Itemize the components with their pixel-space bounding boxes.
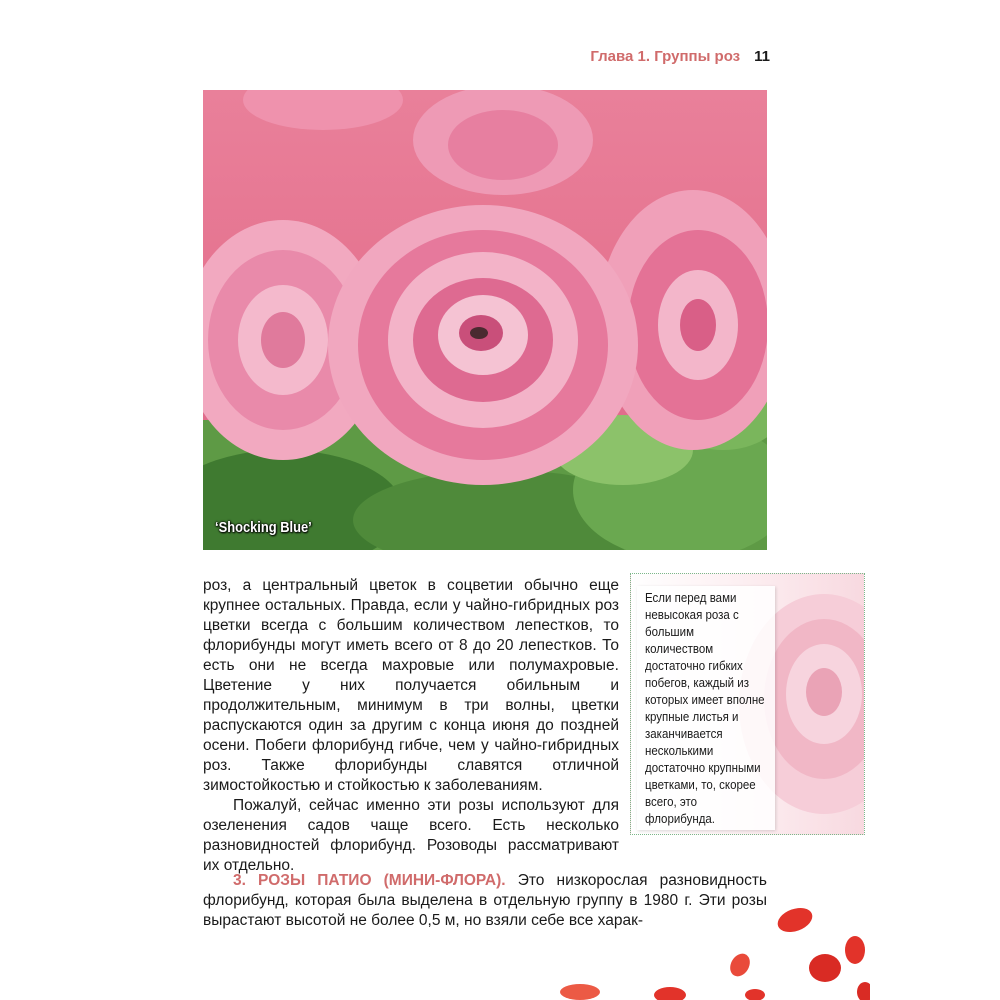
rose-photo-illustration xyxy=(203,90,767,550)
paragraph: роз, а центральный цветок в соцветии обычно еще крупнее остальных. Правда, если у чайно-гибридных роз цветки всегда с большим количеством лепестков, то флорибунды могут иметь всего от 8 до 20 лепестков. То есть они не всегда махровые или полумахровые. Цветение у них получается обильным и продолжительным, минимум в три волны, цветки распускаются один за другим с конца июня до поздней осени. Побеги флорибунд гибче, чем у чайно-гибридных роз. Также флорибунды славятся отличной зимостойкостью и стойкостью к заболеваниям. xyxy=(203,577,619,794)
sidebar-text: Если перед вами невысокая роза с большим количеством достаточно гибких побегов, каждый из которых имеет вполне крупные листья и заканчивается несколькими достаточно крупными цветками, то, скорее всего, это флорибунда. xyxy=(645,591,765,826)
page-number: 11 xyxy=(754,47,770,65)
section-title: 3. РОЗЫ ПАТИО (МИНИ-ФЛОРА). xyxy=(233,872,506,889)
rose-petals-decoration xyxy=(540,900,870,1000)
main-text-column xyxy=(203,576,619,876)
paragraph: Пожалуй, сейчас именно эти розы используют для озеленения садов чаще всего. Есть несколько разновидностей флорибунд. Розоводы рассматривают их отдельно. xyxy=(203,797,619,874)
page-header xyxy=(560,44,770,68)
photo-caption: ‘Shocking Blue’ xyxy=(215,519,312,536)
rose-photo xyxy=(203,90,767,550)
paragraph: Это низкорослая разновидность флорибунд, которая была выделена в отдельную группу в 1980 г. Эти розы вырастают высотой не более 0,5 м, но взяли себе все харак- xyxy=(203,872,767,929)
chapter-title: Глава 1. Группы роз xyxy=(590,47,741,65)
sidebar-note xyxy=(630,573,865,835)
